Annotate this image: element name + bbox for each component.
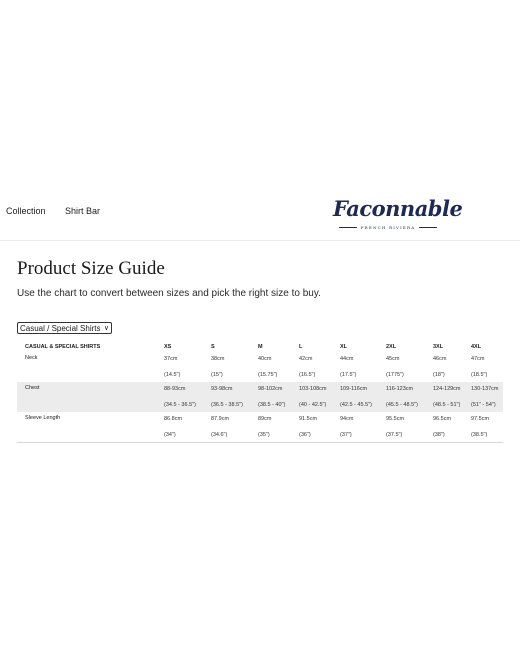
logo-wordmark: Faconnable xyxy=(333,196,463,221)
chest-in-m: (38.5 - 40") xyxy=(258,402,286,408)
neck-in-2xl: (1775") xyxy=(386,372,404,378)
neck-cm-s: 38cm xyxy=(211,356,225,362)
neck-in-4xl: (18.5") xyxy=(471,372,488,378)
chest-in-xl: (42.5 - 45.5") xyxy=(340,402,372,408)
top-nav xyxy=(0,190,520,241)
chest-cm-3xl: 124-129cm xyxy=(433,386,461,392)
neck-in-xl: (17.5") xyxy=(340,372,357,378)
chest-cm-s: 93-98cm xyxy=(211,386,233,392)
chest-in-2xl: (45.5 - 48.5") xyxy=(386,402,418,408)
size-header-2xl: 2XL xyxy=(386,344,397,350)
neck-in-s: (15") xyxy=(211,372,223,378)
page-subtitle: Use the chart to convert between sizes and pick the right size to buy. xyxy=(17,288,321,299)
sleeve-in-m: (35") xyxy=(258,432,270,438)
chest-in-l: (40 - 42.5") xyxy=(299,402,327,408)
neck-cm-4xl: 47cm xyxy=(471,356,485,362)
sleeve-in-4xl: (38.5") xyxy=(471,432,488,438)
chevron-down-icon: ∨ xyxy=(103,325,109,332)
chest-in-xs: (34.5 - 36.5") xyxy=(164,402,196,408)
neck-cm-2xl: 45cm xyxy=(386,356,400,362)
chest-cm-m: 98-102cm xyxy=(258,386,283,392)
sleeve-cm-m: 89cm xyxy=(258,416,272,422)
chest-cm-l: 103-108cm xyxy=(299,386,327,392)
sleeve-cm-s: 87.9cm xyxy=(211,416,230,422)
neck-cm-l: 42cm xyxy=(299,356,313,362)
chest-in-4xl: (51" - 54") xyxy=(471,402,496,408)
sleeve-in-s: (34.6") xyxy=(211,432,228,438)
row-label: Neck xyxy=(25,355,38,361)
size-header-l: L xyxy=(299,344,303,350)
sleeve-cm-2xl: 95.5cm xyxy=(386,416,405,422)
neck-cm-m: 40cm xyxy=(258,356,272,362)
sleeve-cm-l: 91.5cm xyxy=(299,416,318,422)
size-header-xl: XL xyxy=(340,344,348,350)
chest-cm-xl: 109-116cm xyxy=(340,386,368,392)
sleeve-cm-xl: 94cm xyxy=(340,416,354,422)
sleeve-in-2xl: (37.5") xyxy=(386,432,403,438)
row-label: Sleeve Length xyxy=(25,415,61,421)
row-label: Chest xyxy=(25,385,40,391)
neck-cm-3xl: 46cm xyxy=(433,356,447,362)
brand-logo[interactable] xyxy=(333,194,463,234)
size-header-xs: XS xyxy=(164,344,172,350)
sleeve-cm-xs: 86.8cm xyxy=(164,416,183,422)
size-header-3xl: 3XL xyxy=(433,344,444,350)
table-row-chest xyxy=(17,382,503,412)
size-table xyxy=(17,342,503,443)
neck-in-3xl: (18") xyxy=(433,372,445,378)
table-row-sleeve-length xyxy=(17,412,503,442)
neck-in-l: (16.5") xyxy=(299,372,316,378)
nav-link-shirt-bar[interactable]: Shirt Bar xyxy=(65,206,101,216)
table-row-neck xyxy=(17,352,503,382)
logo-rule-right xyxy=(419,227,437,228)
size-header-m: M xyxy=(258,344,263,350)
logo-tagline: FRENCH RIVIERA xyxy=(360,225,416,230)
sleeve-in-l: (36") xyxy=(299,432,311,438)
page-title: Product Size Guide xyxy=(17,258,165,279)
size-guide-page xyxy=(0,190,520,450)
sleeve-in-xs: (34") xyxy=(164,432,176,438)
sleeve-cm-4xl: 97.5cm xyxy=(471,416,490,422)
category-select[interactable] xyxy=(17,322,112,334)
neck-in-xs: (14.5") xyxy=(164,372,181,378)
size-header-4xl: 4XL xyxy=(471,344,482,350)
nav-link-collection[interactable]: Collection xyxy=(6,206,46,216)
sleeve-in-xl: (37") xyxy=(340,432,352,438)
table-header-label: CASUAL & SPECIAL SHIRTS xyxy=(25,344,101,350)
chest-in-s: (36.5 - 38.5") xyxy=(211,402,243,408)
size-header-s: S xyxy=(211,344,215,350)
neck-cm-xs: 37cm xyxy=(164,356,178,362)
sleeve-in-3xl: (38") xyxy=(433,432,445,438)
chest-cm-4xl: 130-137cm xyxy=(471,386,499,392)
sleeve-cm-3xl: 96.5cm xyxy=(433,416,452,422)
neck-cm-xl: 44cm xyxy=(340,356,354,362)
category-select-value: Casual / Special Shirts xyxy=(20,324,101,333)
size-table-header xyxy=(17,342,503,352)
neck-in-m: (15.75") xyxy=(258,372,278,378)
chest-in-3xl: (48.5 - 51") xyxy=(433,402,461,408)
chest-cm-xs: 88-93cm xyxy=(164,386,186,392)
chest-cm-2xl: 116-123cm xyxy=(386,386,414,392)
